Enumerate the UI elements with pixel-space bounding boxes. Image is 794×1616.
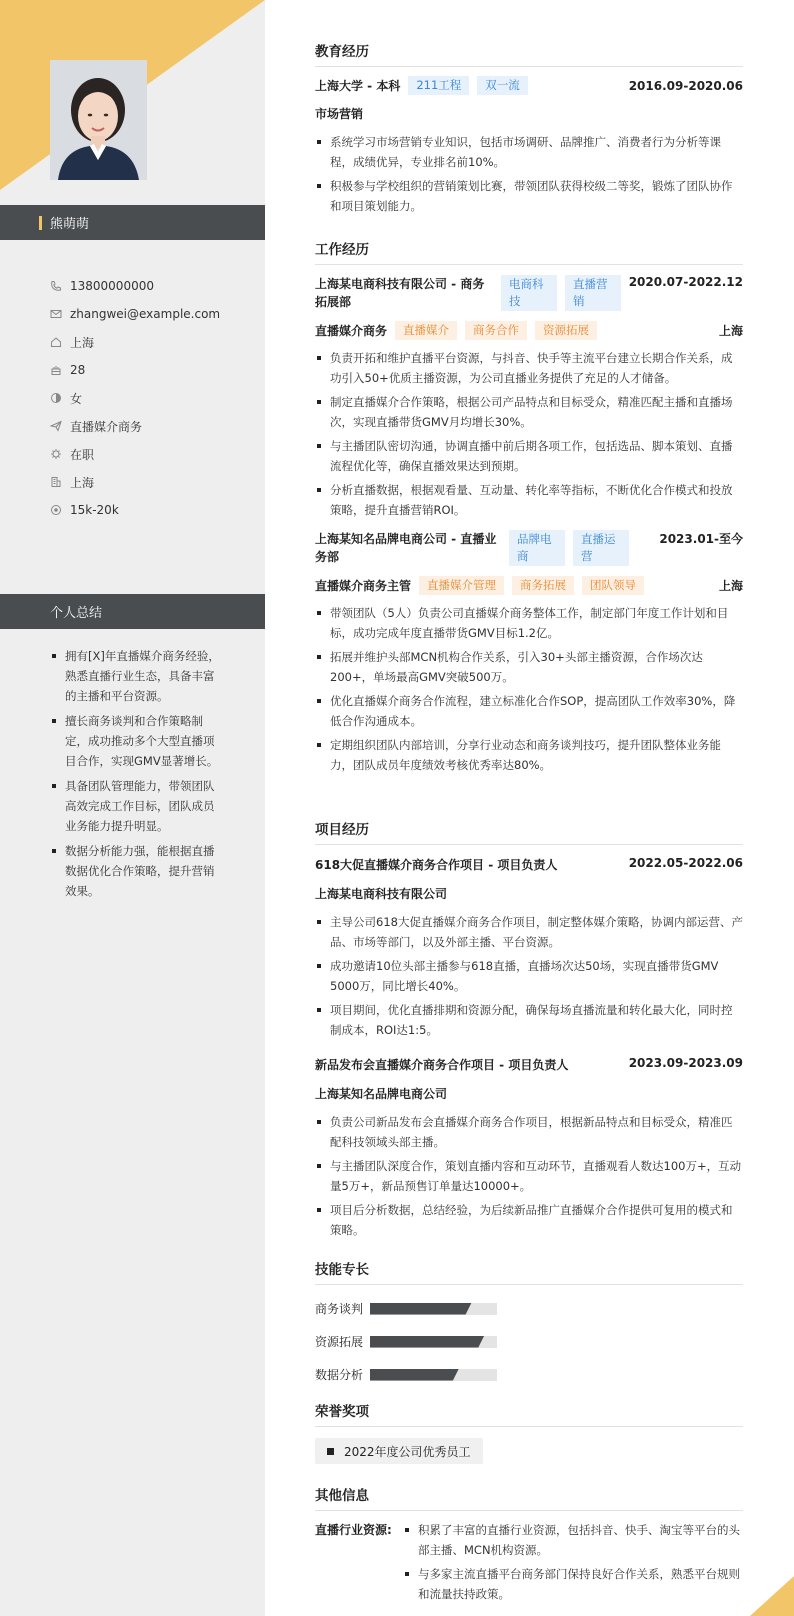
- job-tag: 直播运营: [573, 530, 629, 566]
- other-block: [315, 1520, 743, 1608]
- skill-name: 商务谈判: [315, 1302, 364, 1316]
- edu-list: [315, 132, 743, 216]
- duty-item: 分析直播数据，根据观看量、互动量、转化率等指标，不断优化合作模式和投放策略，提升直播营销ROI。: [315, 480, 743, 520]
- contact-item: [50, 468, 220, 496]
- project-item: 项目期间，优化直播排期和资源分配，确保每场直播流量和转化最大化，同时控制成本，ROI达1:5。: [315, 1000, 743, 1040]
- summary-item: 擅长商务谈判和合作策略制定，成功推动多个大型直播项目合作，实现GMV显著增长。: [50, 711, 225, 771]
- duty-item: 与主播团队密切沟通，协调直播中前后期各项工作，包括选品、脚本策划、直播流程优化等，确保直播效果达到预期。: [315, 436, 743, 476]
- duty-item: 拓展并维护头部MCN机构合作关系，引入30+头部主播资源，合作场次达200+，单场最高GMV突破500万。: [315, 647, 743, 687]
- project-item: 项目后分析数据，总结经验，为后续新品推广直播媒介合作提供可复用的模式和策略。: [315, 1200, 743, 1240]
- edu-tag: 双一流: [477, 76, 528, 95]
- honors-title: 荣誉奖项: [315, 1400, 743, 1427]
- job-duties: [315, 348, 743, 520]
- contact-text: 15k-20k: [70, 503, 119, 517]
- major: 市场营销: [315, 107, 364, 121]
- name-bar: [0, 205, 265, 240]
- other-item: 积累了丰富的直播行业资源，包括抖音、快手、淘宝等平台的头部主播、MCN机构资源。: [403, 1520, 743, 1560]
- skill-row: [315, 1292, 743, 1325]
- project-name: 新品发布会直播媒介商务合作项目 - 项目负责人: [315, 1058, 569, 1072]
- contact-text: 28: [70, 363, 86, 377]
- contact-item: [50, 300, 220, 328]
- contact-text: 13800000000: [70, 279, 154, 293]
- skill-name: 数据分析: [315, 1368, 364, 1382]
- duty-item: 负责开拓和维护直播平台资源，与抖音、快手等主流平台建立长期合作关系，成功引入50+优质主播资源，为公司直播业务提供了充足的人才储备。: [315, 348, 743, 388]
- award-label: 2022年度公司优秀员工: [344, 1444, 471, 1459]
- project-name: 618大促直播媒介商务合作项目 - 项目负责人: [315, 858, 558, 872]
- other-label: 直播行业资源:: [315, 1523, 392, 1537]
- home-icon: [50, 336, 62, 348]
- contact-text: zhangwei@example.com: [70, 307, 221, 321]
- contact-text: 女: [70, 391, 83, 406]
- skill-bar: [370, 1369, 497, 1381]
- decorative-corner: [750, 1576, 794, 1616]
- edu-tag: 211工程: [408, 76, 469, 95]
- job-duties: [315, 603, 743, 775]
- project-item: 成功邀请10位头部主播参与618直播，直播场次达50场，实现直播带货GMV 5000万，同比增长40%。: [315, 956, 743, 996]
- project-date: 2023.09-2023.09: [628, 1056, 743, 1070]
- job-block: [315, 275, 743, 524]
- role-tag: 商务合作: [465, 321, 527, 340]
- skill-bar: [370, 1336, 497, 1348]
- edu-item: 系统学习市场营销专业知识，包括市场调研、品牌推广、消费者行为分析等课程，成绩优异，专业排名前10%。: [315, 132, 743, 172]
- contact-item: [50, 328, 220, 356]
- summary-item: 拥有[X]年直播媒介商务经验，熟悉直播行业生态，具备丰富的主播和平台资源。: [50, 646, 225, 706]
- contact-text: 上海: [70, 475, 95, 490]
- job-city: 上海: [718, 324, 743, 338]
- skill-bar: [370, 1303, 497, 1315]
- project-items: [315, 912, 743, 1040]
- job-tag: 品牌电商: [509, 530, 565, 566]
- send-icon: [50, 420, 62, 432]
- duty-item: 带领团队（5人）负责公司直播媒介商务整体工作，制定部门年度工作计划和目标，成功完成年度直播带货GMV目标1.2亿。: [315, 603, 743, 643]
- contact-item: [50, 272, 220, 300]
- award-item: [315, 1438, 483, 1464]
- duty-item: 定期组织团队内部培训，分享行业动态和商务谈判技巧，提升团队整体业务能力，团队成员年度绩效考核优秀率达80%。: [315, 735, 743, 775]
- job-date: 2020.07-2022.12: [628, 275, 743, 289]
- school-name: 上海大学 - 本科: [315, 79, 401, 93]
- role-tag: 直播媒介管理: [419, 576, 504, 595]
- project-items: [315, 1112, 743, 1240]
- skill-name: 资源拓展: [315, 1335, 364, 1349]
- edu-date: 2016.09-2020.06: [628, 78, 743, 93]
- contact-item: [50, 356, 220, 384]
- contact-item: [50, 440, 220, 468]
- honors-list: [315, 1438, 743, 1464]
- project-item: 与主播团队深度合作，策划直播内容和互动环节，直播观看人数达100万+，互动量5万+，新品预售订单量达10000+。: [315, 1156, 743, 1196]
- projects-title: 项目经历: [315, 818, 743, 845]
- phone-icon: [50, 280, 62, 292]
- summary-list: [50, 646, 225, 906]
- skill-row: [315, 1325, 743, 1358]
- project-block: [315, 856, 743, 1044]
- other-item: 与多家主流直播平台商务部门保持良好合作关系，熟悉平台规则和流量扶持政策。: [403, 1564, 743, 1604]
- summary-item: 具备团队管理能力，带领团队高效完成工作目标，团队成员业务能力提升明显。: [50, 776, 225, 836]
- project-item: 负责公司新品发布会直播媒介商务合作项目，根据新品特点和目标受众，精准匹配科技领域头部主播。: [315, 1112, 743, 1152]
- other-items: [403, 1520, 743, 1608]
- avatar: [50, 60, 147, 180]
- salary-icon: [50, 504, 62, 516]
- job-block: [315, 530, 743, 779]
- contact-text: 上海: [70, 335, 95, 350]
- status-icon: [50, 448, 62, 460]
- role-tag: 直播媒介: [395, 321, 457, 340]
- job-city: 上海: [718, 579, 743, 593]
- contact-text: 直播媒介商务: [70, 419, 143, 434]
- company-name: 上海某电商科技有限公司 - 商务拓展部: [315, 277, 485, 309]
- gender-icon: [50, 392, 62, 404]
- role-tag: 资源拓展: [535, 321, 597, 340]
- project-company: 上海某电商科技有限公司: [315, 887, 448, 901]
- building-icon: [50, 476, 62, 488]
- role-tag: 商务拓展: [512, 576, 574, 595]
- edu-item: 积极参与学校组织的营销策划比赛，带领团队获得校级二等奖，锻炼了团队协作和项目策划能力。: [315, 176, 743, 216]
- skill-bar-fill: [370, 1303, 472, 1315]
- candidate-name: 熊萌萌: [50, 217, 90, 232]
- skills-list: [315, 1292, 743, 1391]
- job-tag: 直播营销: [565, 275, 621, 311]
- job-role: 直播媒介商务: [315, 324, 388, 338]
- award-bullet: [327, 1448, 334, 1455]
- job-tag: 电商科技: [501, 275, 557, 311]
- mail-icon: [50, 308, 62, 320]
- summary-item: 数据分析能力强，能根据直播数据优化合作策略，提升营销效果。: [50, 841, 225, 901]
- skills-title: 技能专长: [315, 1258, 743, 1285]
- contact-text: 在职: [70, 447, 95, 462]
- education-title: 教育经历: [315, 40, 743, 67]
- summary-header: [0, 594, 265, 629]
- contact-item: [50, 496, 220, 524]
- summary-title: 个人总结: [50, 606, 103, 621]
- job-role: 直播媒介商务主管: [315, 579, 412, 593]
- company-name: 上海某知名品牌电商公司 - 直播业务部: [315, 532, 497, 564]
- contact-item: [50, 412, 220, 440]
- job-date: 2023.01-至今: [659, 532, 743, 546]
- project-date: 2022.05-2022.06: [628, 856, 743, 870]
- project-block: [315, 1056, 743, 1244]
- role-tag: 团队领导: [582, 576, 644, 595]
- skill-bar-fill: [370, 1336, 484, 1348]
- other-title: 其他信息: [315, 1484, 743, 1511]
- education-block: [315, 76, 743, 220]
- contact-list: [50, 272, 220, 524]
- skill-bar-fill: [370, 1369, 459, 1381]
- skill-row: [315, 1358, 743, 1391]
- contact-item: [50, 384, 220, 412]
- duty-item: 优化直播媒介商务合作流程，建立标准化合作SOP，提高团队工作效率30%，降低合作沟通成本。: [315, 691, 743, 731]
- project-item: 主导公司618大促直播媒介商务合作项目，制定整体媒介策略，协调内部运营、产品、市场等部门，以及外部主播、平台资源。: [315, 912, 743, 952]
- work-title: 工作经历: [315, 238, 743, 265]
- age-icon: [50, 364, 62, 376]
- sidebar: [0, 0, 265, 1616]
- name-accent: [39, 216, 42, 230]
- project-company: 上海某知名品牌电商公司: [315, 1087, 448, 1101]
- duty-item: 制定直播媒介合作策略，根据公司产品特点和目标受众，精准匹配主播和直播场次，实现直播带货GMV月均增长30%。: [315, 392, 743, 432]
